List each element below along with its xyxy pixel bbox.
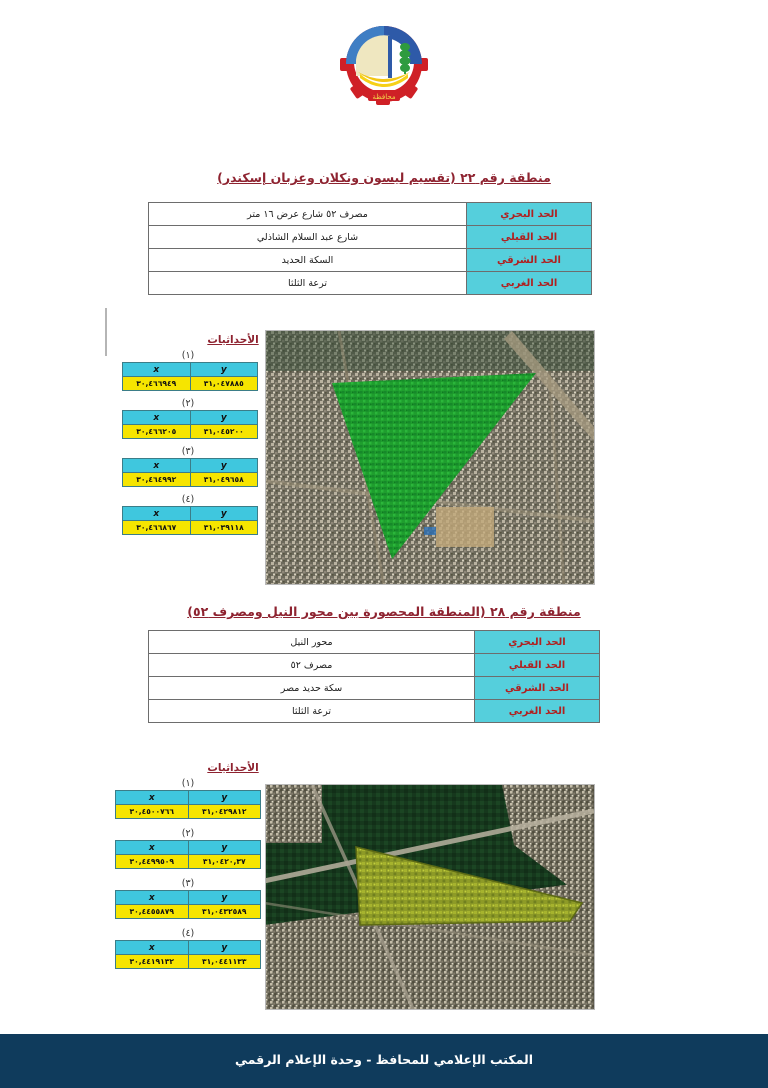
- coord-index: (٣): [181, 878, 195, 889]
- boundary-value-north: مصرف ٥٢ شارع عرض ١٦ متر: [149, 203, 467, 226]
- table-row: [123, 377, 258, 391]
- table-row: [149, 203, 592, 226]
- page-header: [0, 0, 768, 118]
- coord-index: (٤): [181, 494, 195, 505]
- table-row: [116, 891, 261, 905]
- table-row: [123, 411, 258, 425]
- table-row: [149, 700, 600, 723]
- boundary-value-east: سكة حديد مصر: [149, 677, 475, 700]
- coordinate-table: [115, 890, 261, 919]
- left-rule-mark: [105, 308, 107, 356]
- boundary-label-south: الحد القبلي: [467, 226, 592, 249]
- boundary-value-south: مصرف ٥٢: [149, 654, 475, 677]
- boundary-table-zone-22: [148, 202, 592, 295]
- boundary-label-east: الحد الشرقي: [467, 249, 592, 272]
- coord-index: (٣): [181, 446, 195, 457]
- table-row: [123, 459, 258, 473]
- coord-header-x: x: [116, 841, 189, 855]
- coord-value-x: ٣٠,٤٤١٩١٣٢: [116, 955, 189, 969]
- coordinates-list-zone-28: [115, 778, 261, 969]
- coord-header-x: x: [116, 891, 189, 905]
- coordinate-table: [122, 506, 258, 535]
- document-body: [0, 118, 768, 1030]
- boundary-value-south: شارع عبد السلام الشاذلي: [149, 226, 467, 249]
- coordinate-table: [122, 458, 258, 487]
- coord-value-y: ٣١,٠٤٢٠,٣٧: [188, 855, 261, 869]
- header-swoosh-right: [438, 0, 768, 118]
- boundary-label-west: الحد الغربي: [467, 272, 592, 295]
- page-footer: [0, 1030, 768, 1088]
- table-row: [116, 841, 261, 855]
- coord-value-y: ٣١,٠٤٩٦٥٨: [190, 473, 258, 487]
- coordinate-table: [115, 790, 261, 819]
- coord-header-y: y: [188, 941, 261, 955]
- boundary-label-south: الحد القبلي: [475, 654, 600, 677]
- table-row: [123, 473, 258, 487]
- coord-value-x: ٣٠,٤٥٠٠٧٦٦: [116, 805, 189, 819]
- coord-value-x: ٣٠,٤٤٥٥٨٧٩: [116, 905, 189, 919]
- table-row: [116, 941, 261, 955]
- coordinate-table: [122, 410, 258, 439]
- table-row: [116, 905, 261, 919]
- swoosh-white2-left: [0, 0, 326, 118]
- satellite-map-zone-28: [265, 784, 595, 1010]
- coord-header-y: y: [188, 791, 261, 805]
- coord-header-x: x: [116, 791, 189, 805]
- table-row: [149, 249, 592, 272]
- table-row: [123, 507, 258, 521]
- governorate-emblem-icon: [332, 14, 436, 106]
- table-row: [123, 521, 258, 535]
- coord-header-y: y: [188, 841, 261, 855]
- coord-header-y: y: [190, 411, 258, 425]
- boundary-label-north: الحد البحري: [475, 631, 600, 654]
- coord-header-y: y: [190, 507, 258, 521]
- svg-text:محافظة: محافظة: [372, 93, 396, 101]
- coordinate-table: [122, 362, 258, 391]
- boundary-value-east: السكة الحديد: [149, 249, 467, 272]
- table-row: [149, 654, 600, 677]
- header-swoosh-left: [0, 0, 330, 118]
- table-row: [116, 955, 261, 969]
- satellite-map-zone-22: [265, 330, 595, 585]
- coord-header-y: y: [188, 891, 261, 905]
- boundary-label-north: الحد البحري: [467, 203, 592, 226]
- coord-index: (٤): [181, 928, 195, 939]
- coord-header-x: x: [123, 507, 191, 521]
- section-title-zone-22: منطقة رقم ٢٢ (تقسيم ليسون ونكلان وعزبان إسكندر): [217, 170, 551, 185]
- coord-header-y: y: [190, 363, 258, 377]
- coord-value-y: ٣١,٠٤٤١١٣٣: [188, 955, 261, 969]
- coordinate-table: [115, 840, 261, 869]
- coord-header-x: x: [123, 363, 191, 377]
- boundary-value-west: ترعة الثلثا: [149, 700, 475, 723]
- table-row: [149, 226, 592, 249]
- coord-header-x: x: [116, 941, 189, 955]
- coord-value-x: ٣٠,٤٤٩٩٥٠٩: [116, 855, 189, 869]
- table-row: [149, 272, 592, 295]
- coord-index: (١): [181, 350, 195, 361]
- boundary-label-east: الحد الشرقي: [475, 677, 600, 700]
- coord-value-y: ٣١,٠٤٥٢٠٠: [190, 425, 258, 439]
- boundary-value-west: ترعة الثلثا: [149, 272, 467, 295]
- coord-value-y: ٣١,٠٤٧٨٨٥: [190, 377, 258, 391]
- coordinate-table: [115, 940, 261, 969]
- section-title-zone-28: منطقة رقم ٢٨ (المنطقة المحصورة بين محور النيل ومصرف ٥٢): [187, 604, 581, 619]
- swoosh-white2-right: [442, 0, 768, 118]
- table-row: [149, 631, 600, 654]
- coord-value-y: ٣١,٠٤٢٩٨١٢: [188, 805, 261, 819]
- table-row: [116, 791, 261, 805]
- table-row: [149, 677, 600, 700]
- footer-text: المكتب الإعلامي للمحافظ - وحدة الإعلام الرقمي: [235, 1051, 534, 1067]
- coord-index: (٢): [181, 828, 195, 839]
- table-row: [116, 805, 261, 819]
- coordinates-label-zone-28: الأحداثيات: [207, 762, 259, 774]
- boundary-label-west: الحد الغربي: [475, 700, 600, 723]
- coord-value-y: ٣١,٠٣٩١١٨: [190, 521, 258, 535]
- coord-header-x: x: [123, 411, 191, 425]
- coord-value-y: ٣١,٠٤٣٢٥٨٩: [188, 905, 261, 919]
- coord-header-y: y: [190, 459, 258, 473]
- table-row: [116, 855, 261, 869]
- coord-header-x: x: [123, 459, 191, 473]
- boundary-value-north: محور النيل: [149, 631, 475, 654]
- table-row: [123, 363, 258, 377]
- coordinates-list-zone-22: [118, 350, 258, 535]
- coord-index: (١): [181, 778, 195, 789]
- boundary-table-zone-28: [148, 630, 600, 723]
- coord-value-x: ٣٠,٤٦٤٩٩٢: [123, 473, 191, 487]
- coord-value-x: ٣٠,٤٦٦٢٠٥: [123, 425, 191, 439]
- coord-value-x: ٣٠,٤٦٦٨٦٧: [123, 521, 191, 535]
- coord-value-x: ٣٠,٤٦٦٩٤٩: [123, 377, 191, 391]
- coord-index: (٢): [181, 398, 195, 409]
- table-row: [123, 425, 258, 439]
- footer-top-strip: [0, 1030, 768, 1034]
- coordinates-label-zone-22: الأحداثيات: [207, 334, 259, 346]
